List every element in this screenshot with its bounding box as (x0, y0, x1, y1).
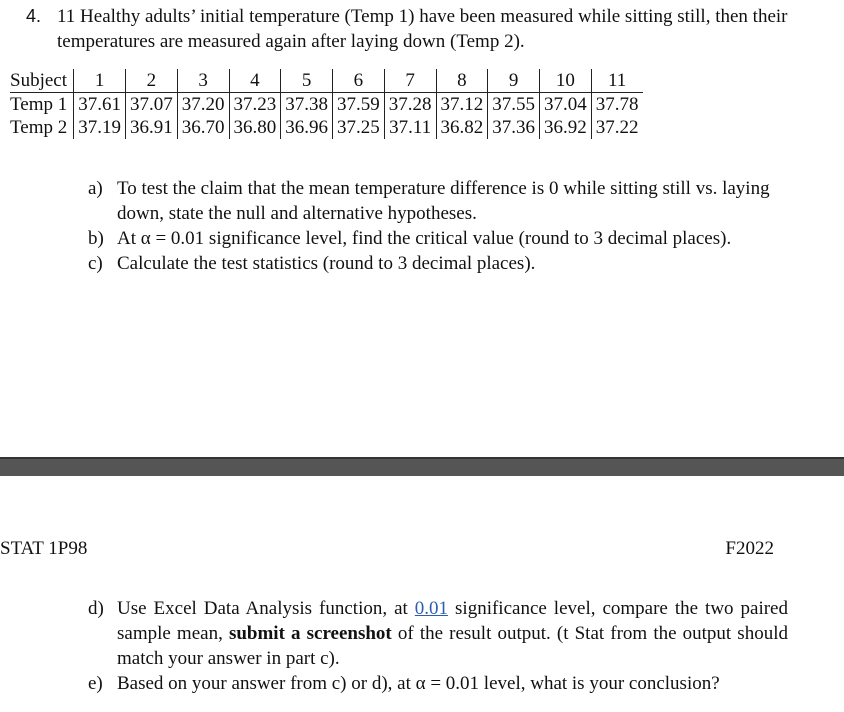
course-code: STAT 1P98 (0, 538, 88, 559)
page-break-bar (0, 457, 844, 476)
alpha-link[interactable]: 0.01 (414, 598, 449, 619)
table-cell: 37.07 (126, 93, 178, 117)
table-cell: 37.23 (229, 93, 281, 117)
part-text: Based on your answer from c) or d), at α = 0.01 level, what is your conclusion? (117, 673, 720, 694)
part-label: c) (88, 253, 103, 274)
table-cell: 36.80 (229, 116, 281, 139)
table-cell: 37.04 (540, 93, 592, 117)
part-d (88, 596, 788, 671)
part-d-mid: significance level, compare the two paired sample mean, (117, 598, 788, 644)
table-cell: 36.82 (436, 116, 488, 139)
table-cell: 37.78 (591, 93, 642, 117)
table-cell: 1 (74, 69, 126, 93)
part-e (88, 671, 788, 696)
part-label: b) (88, 228, 104, 249)
table-cell: 6 (333, 69, 385, 93)
table-cell: 9 (488, 69, 540, 93)
table-cell: 8 (436, 69, 488, 93)
table-cell: 37.25 (333, 116, 385, 139)
table-cell: 37.61 (74, 93, 126, 117)
table-row (10, 116, 643, 139)
part-text: To test the claim that the mean temperature difference is 0 while sitting still vs. laying down, state the null and alternative hypotheses. (117, 178, 770, 224)
table-cell: 37.11 (384, 116, 436, 139)
table-cell: 10 (540, 69, 592, 93)
table-cell: 37.19 (74, 116, 126, 139)
table-cell: 3 (177, 69, 229, 93)
part-label: d) (88, 598, 104, 619)
table-cell: 4 (229, 69, 281, 93)
table-cell: 37.28 (384, 93, 436, 117)
part-c (88, 251, 788, 276)
table-cell: 7 (384, 69, 436, 93)
question-text: 11 Healthy adults’ initial temperature (Temp 1) have been measured while sitting still, then their temperatures are measured again after laying down (Temp 2). (57, 6, 788, 52)
part-label: e) (88, 673, 103, 694)
term-code: F2022 (725, 538, 774, 559)
table-cell: 37.38 (281, 93, 333, 117)
temperature-table (10, 69, 643, 139)
part-text: Calculate the test statistics (round to 3 decimal places). (117, 253, 536, 274)
part-d-bold: submit a screenshot (228, 623, 392, 644)
table-cell: 36.96 (281, 116, 333, 139)
part-label: a) (88, 178, 103, 199)
table-cell: 36.91 (126, 116, 178, 139)
part-d-pre: Use Excel Data Analysis function, at (117, 598, 415, 619)
table-cell: Subject (10, 70, 67, 91)
table-cell: Temp 1 (10, 93, 74, 117)
table-cell: 37.55 (488, 93, 540, 117)
part-text: At α = 0.01 significance level, find the critical value (round to 3 decimal places). (117, 228, 732, 249)
table-cell: 36.70 (177, 116, 229, 139)
table-header-row (10, 69, 643, 93)
table-cell: 37.12 (436, 93, 488, 117)
table-cell: 36.92 (540, 116, 592, 139)
part-d-post: of the result output. (t Stat from the output should match your answer in part c). (117, 623, 788, 669)
table-cell: 2 (126, 69, 178, 93)
table-cell: 37.22 (591, 116, 642, 139)
question-number: 4. (26, 6, 42, 26)
table-cell: 5 (281, 69, 333, 93)
table-cell: 37.36 (488, 116, 540, 139)
part-a (88, 176, 788, 226)
table-cell: 37.59 (333, 93, 385, 117)
table-cell: 11 (591, 69, 642, 93)
parts-bottom (88, 596, 788, 696)
table-cell: Temp 2 (10, 117, 68, 138)
parts-top (88, 176, 788, 276)
part-b (88, 226, 788, 251)
table-row (10, 93, 643, 117)
table-cell: 37.20 (177, 93, 229, 117)
